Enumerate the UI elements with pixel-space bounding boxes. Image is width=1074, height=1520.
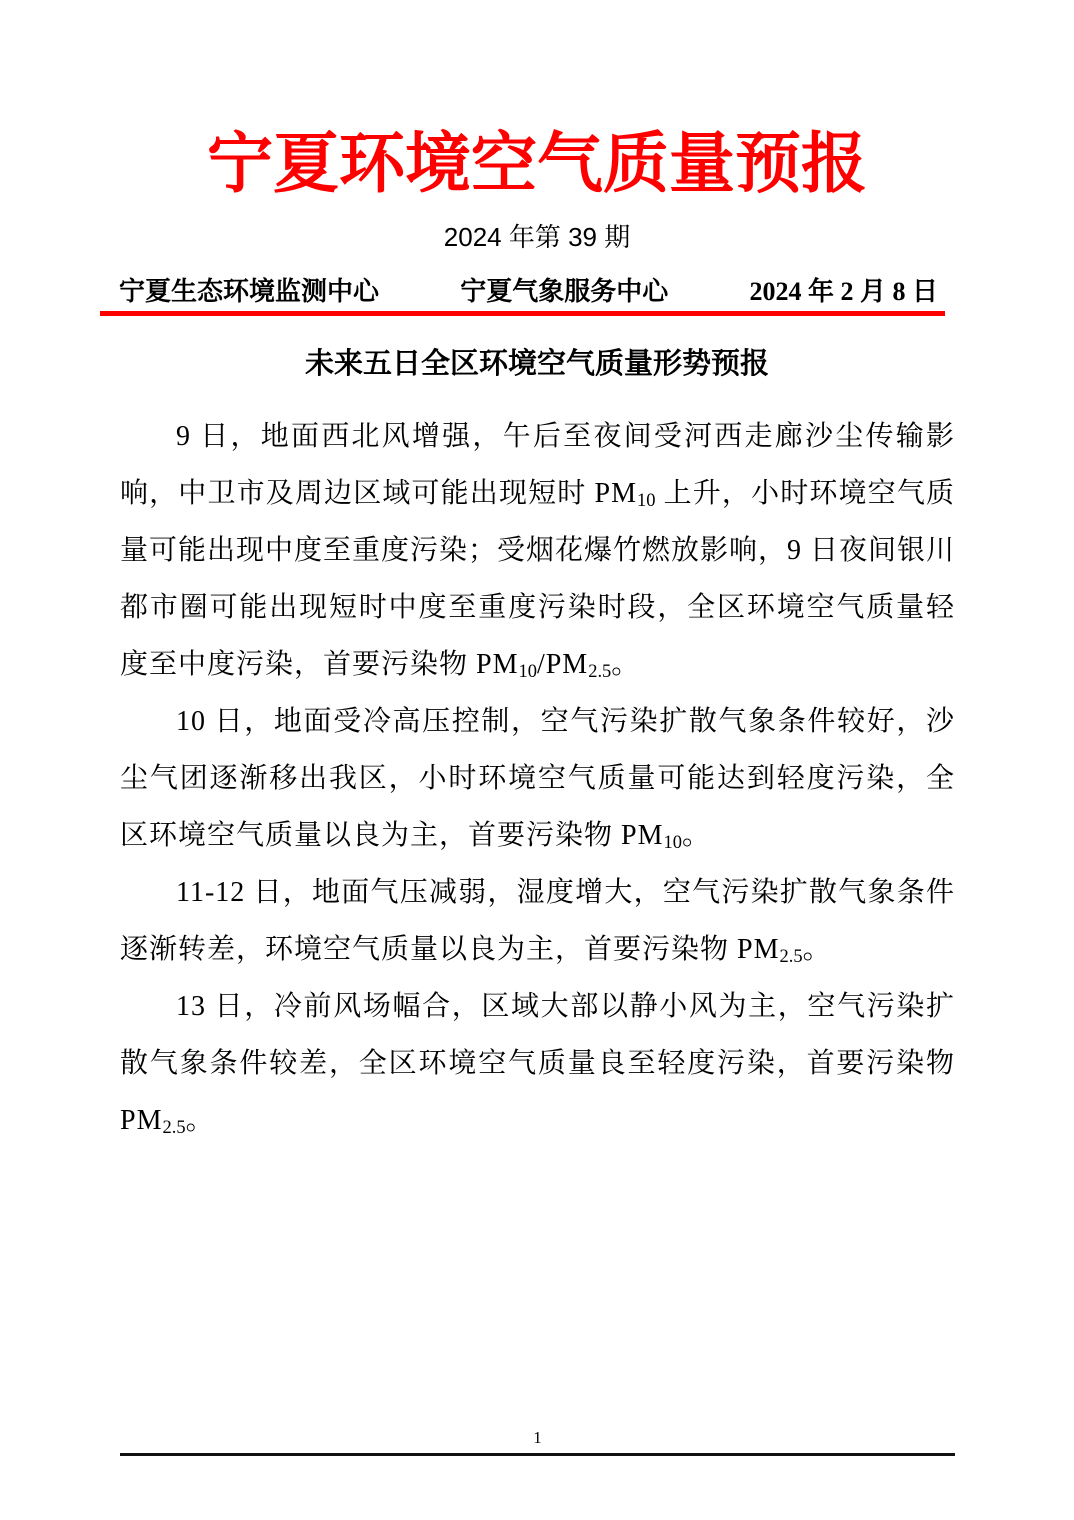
paragraph-text: 上升，小时环境空气质量可能出现中度至重度污染；受烟花爆竹燃放影响，9 日夜间银川都市圈可能出现短时中度至重度污染时段，全区环境空气质量轻度至中度污染，首要污染物 PM xyxy=(120,478,956,680)
forecast-paragraph xyxy=(120,864,955,978)
pollutant-subscript: 2.5 xyxy=(162,1116,186,1137)
paragraph-text: 13 日，冷前风场幅合，区域大部以静小风为主，空气污染扩散气象条件较差，全区环境空气质量良至轻度污染，首要污染物 PM xyxy=(120,991,955,1136)
header-divider xyxy=(100,311,945,316)
page-number: 1 xyxy=(533,1428,542,1447)
footer-divider xyxy=(120,1453,955,1456)
pollutant-subscript: 10 xyxy=(637,489,656,510)
paragraph-text: 。 xyxy=(611,649,641,680)
pollutant-subscript: 2.5 xyxy=(779,945,803,966)
paragraph-text: 。 xyxy=(681,820,711,851)
pollutant-subscript: 2.5 xyxy=(588,660,612,681)
issue-number: 2024 年第 39 期 xyxy=(443,222,631,252)
paragraph-text: 11-12 日，地面气压减弱，湿度增大，空气污染扩散气象条件逐渐转差，环境空气质量以良为主，首要污染物 PM xyxy=(120,877,955,965)
forecast-paragraph xyxy=(120,978,955,1149)
publisher-weather-center: 宁夏气象服务中心 xyxy=(460,277,669,306)
paragraph-text: /PM xyxy=(536,649,589,680)
paragraph-text: 。 xyxy=(802,934,832,965)
forecast-body xyxy=(120,408,955,1149)
paragraph-text: 9 日，地面西北风增强，午后至夜间受河西走廊沙尘传输影响，中卫市及周边区域可能出现短时 PM xyxy=(120,421,955,509)
forecast-paragraph xyxy=(120,693,955,864)
document-title: 宁夏环境空气质量预报 xyxy=(207,128,867,201)
pollutant-subscript: 10 xyxy=(663,831,682,852)
issue-date: 2024 年 2 月 8 日 xyxy=(749,277,938,306)
pollutant-subscript: 10 xyxy=(518,660,537,681)
page-footer xyxy=(120,1426,955,1456)
section-heading: 未来五日全区环境空气质量形势预报 xyxy=(304,348,769,380)
publisher-monitoring-center: 宁夏生态环境监测中心 xyxy=(119,277,380,306)
publishers-row xyxy=(119,276,938,308)
paragraph-text: 。 xyxy=(185,1105,215,1136)
paragraph-text: 10 日，地面受冷高压控制，空气污染扩散气象条件较好，沙尘气团逐渐移出我区，小时环境空气质量可能达到轻度污染，全区环境空气质量以良为主，首要污染物 PM xyxy=(120,706,955,851)
forecast-paragraph xyxy=(120,408,955,693)
